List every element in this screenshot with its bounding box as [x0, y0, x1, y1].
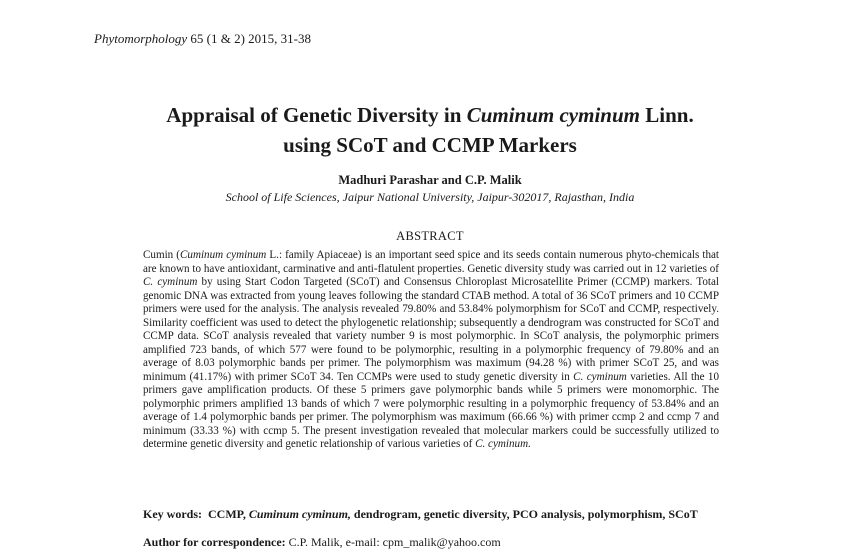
abstract-text: by using Start Codon Targeted (SCoT) and Consensus Chloroplast Microsatellite Primer (CCMP) markers. Total genomic DNA was extracted from young leaves following the standard CTAB method. A total of 36 SCoT primers and 10 CCMP primers were used for the analysis. The analysis revealed 79.80% and 53.84% polymorphism for SCoT and CCMP, respectively. Similarity coefficient was used to detect the phylogenetic relationship; subsequently a dendrogram was constructed for SCoT and CCMP data. SCoT analysis revealed that variety number 9 is most polymorphic. In SCoT analysis, the polymorphic primers amplified 723 bands, of which 577 were found to be polymorphic, resulting in a polymorphic frequency of 79.80% and an average of 8.03 polymorphic bands per primer. The polymorphism was maximum (94.28 %) with primer SCoT 25, and was minimum (41.17%) with primer SCoT 34. Ten CCMPs were used to study genetic diversity in: [143, 276, 719, 383]
title-species: Cuminum cyminum: [466, 103, 640, 127]
correspondence-label: Author for correspondence:: [143, 535, 286, 549]
affiliation: School of Life Sciences, Jaipur National University, Jaipur-302017, Rajasthan, India: [225, 190, 635, 204]
keywords-text: CCMP,: [208, 507, 249, 521]
title-line-2: using SCoT and CCMP Markers: [283, 133, 577, 157]
keywords-text-end: dendrogram, genetic diversity, PCO analysis, polymorphism, SCoT: [350, 507, 698, 521]
abstract-species: C. cyminum: [573, 370, 627, 383]
abstract-species: C. cyminum: [143, 276, 198, 288]
abstract-heading: ABSTRACT: [396, 229, 464, 243]
keywords-species: Cuminum cyminum,: [248, 507, 351, 521]
correspondence-text: C.P. Malik, e-mail: cpm_malik@yahoo.com: [288, 535, 501, 549]
keywords: [143, 507, 698, 522]
journal-citation: [94, 31, 311, 47]
paper-title: [100, 100, 760, 160]
correspondence: [143, 535, 501, 550]
abstract-species: C. cyminum.: [475, 438, 531, 450]
title-text-end: Linn.: [640, 103, 694, 127]
volume-pages: 65 (1 & 2) 2015, 31-38: [190, 31, 312, 46]
author-list: Madhuri Parashar and C.P. Malik: [338, 173, 522, 187]
abstract-text: varieties. All the 10 primers gave amplification products. Of these 5 primers gave polymorphic bands while 5 primers were monomorphic. The polymorphic primers amplified 13 bands of which 7 were polymorphic resulting in a polymorphic frequency of 53.84% and an average of 1.4 polymorphic bands per primer. The polymorphism was maximum (66.66 %) with primer ccmp 2 and ccmp 7 and minimum (33.33 %) with ccmp 5. The present investigation revealed that molecular markers could be successfully utilized to determine genetic diversity and genetic relationship of various varieties of: [143, 370, 720, 450]
abstract-text: Cumin (: [143, 249, 180, 261]
title-text: Appraisal of Genetic Diversity in: [166, 103, 467, 127]
abstract-body: [143, 249, 719, 452]
abstract-species: Cuminum cyminum: [180, 249, 267, 261]
keywords-label: Key words:: [143, 507, 202, 521]
abstract-text: L.: family Apiaceae) is an important seed spice and its seeds contain numerous phyto-chemicals that are known to have antioxidant, carminative and anti-flatulent properties. Genetic diversity study was carried out in 12 varieties of: [143, 249, 719, 275]
journal-name: Phytomorphology: [94, 31, 188, 46]
